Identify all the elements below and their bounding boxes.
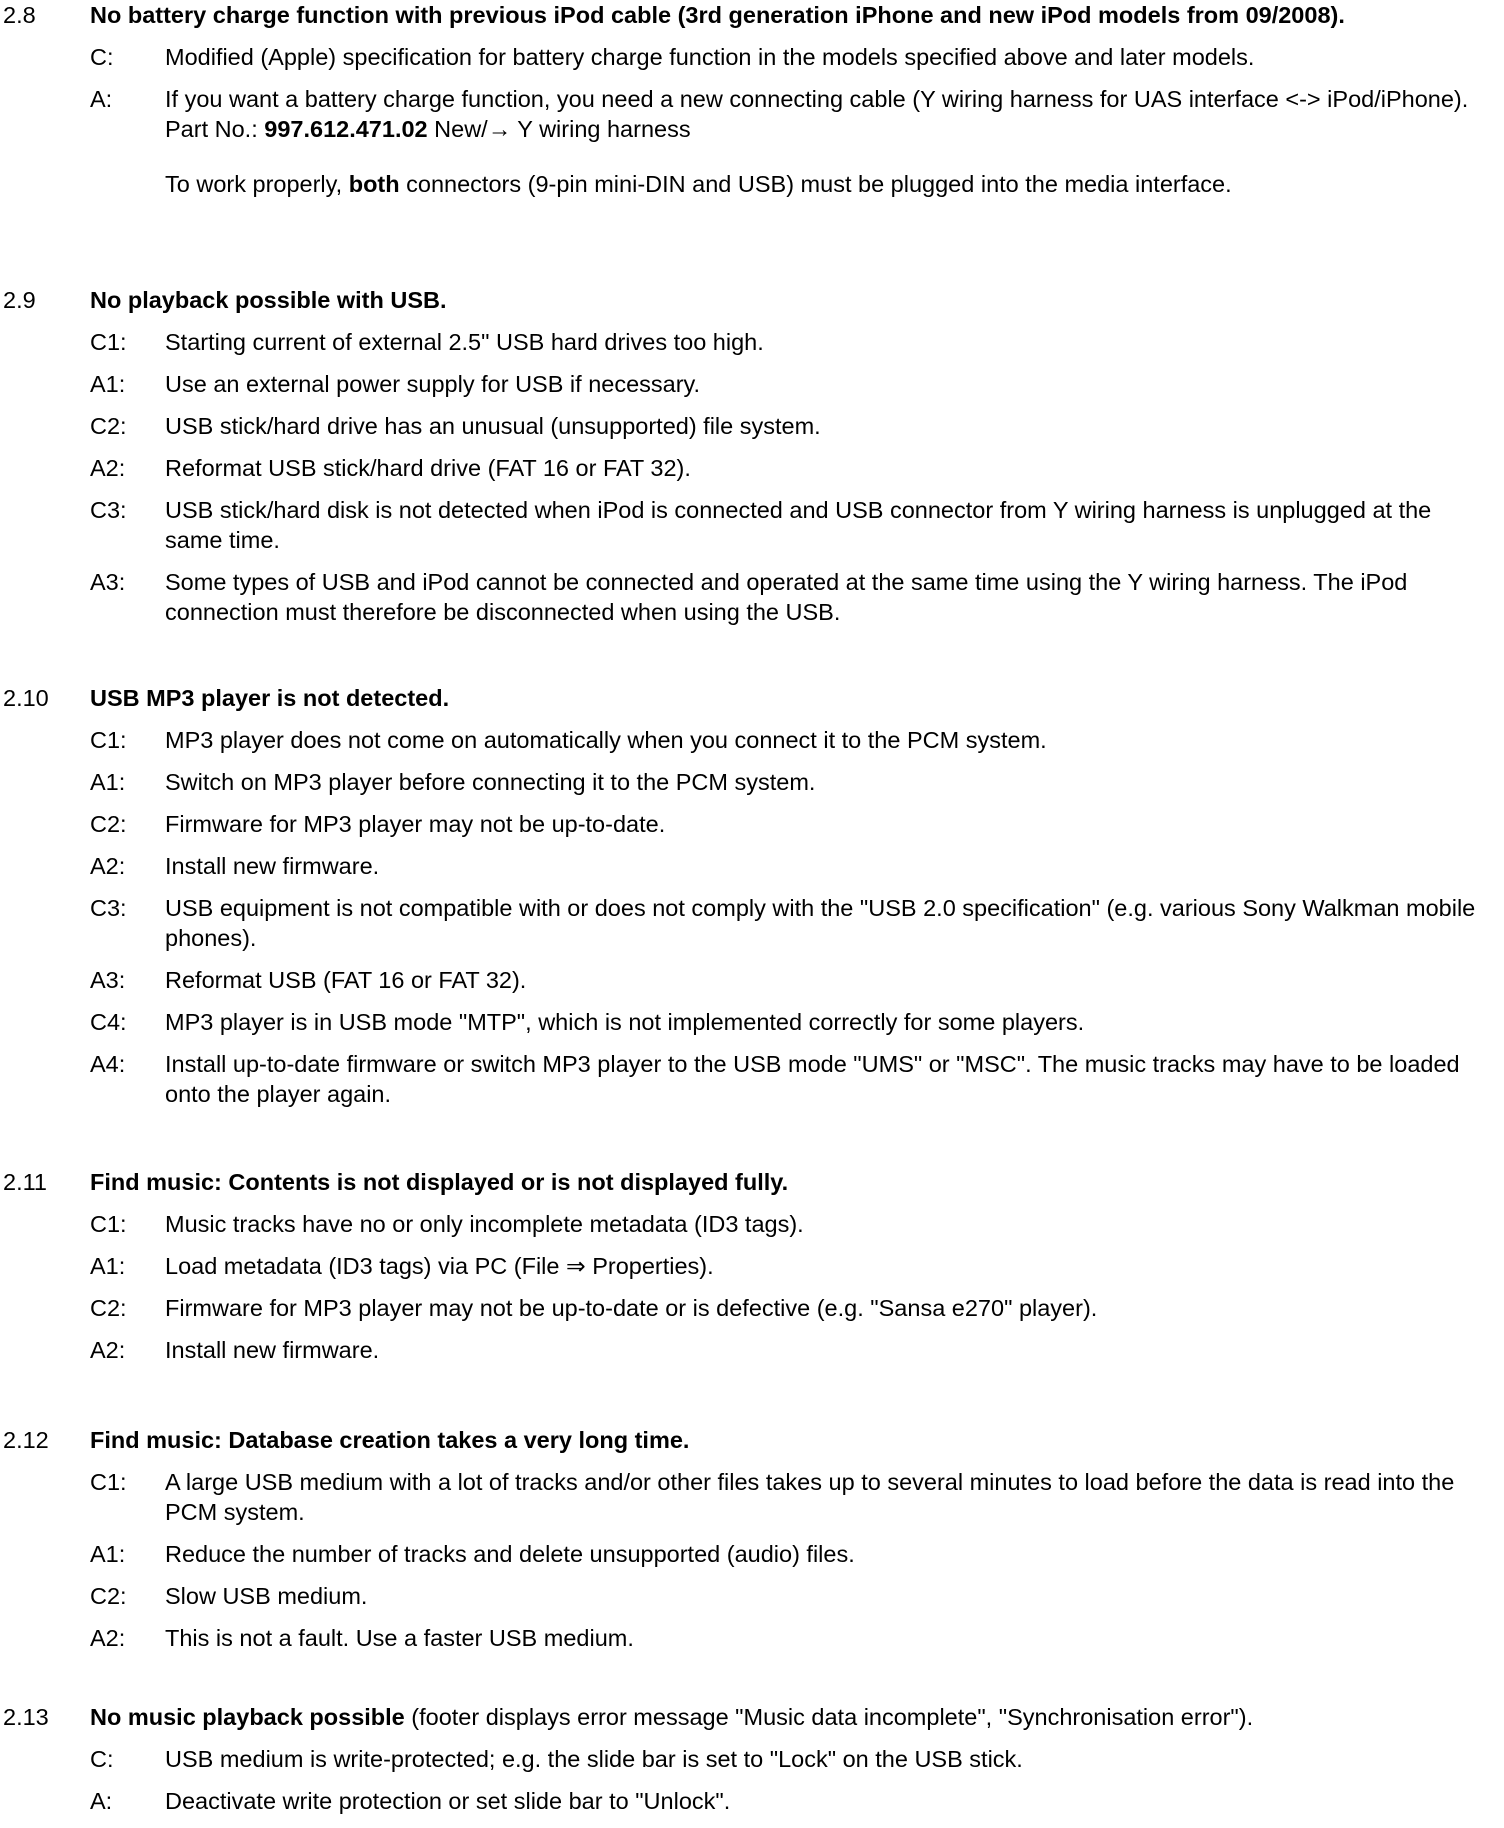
list-item	[0, 327, 1504, 357]
item-text: MP3 player does not come on automatically when you connect it to the PCM system.	[165, 727, 1047, 753]
item-label: C2:	[90, 1295, 127, 1321]
section-title	[90, 1702, 1484, 1732]
section-2-9	[0, 285, 1504, 639]
section-2-12	[0, 1425, 1504, 1665]
section-heading	[0, 1167, 1504, 1209]
item-text: USB stick/hard disk is not detected when iPod is connected and USB connector from Y wiring harness is unplugged at the same time.	[165, 497, 1432, 553]
list-item	[0, 1293, 1504, 1323]
list-item	[0, 1539, 1504, 1569]
item-label: C3:	[90, 497, 127, 523]
section-2-8	[0, 0, 1504, 199]
list-item	[0, 1467, 1504, 1527]
part-number-line	[165, 114, 1504, 144]
item-label: C4:	[90, 1009, 127, 1035]
item-label: C2:	[90, 1583, 127, 1609]
list-item	[0, 1786, 1504, 1816]
section-heading	[0, 285, 1504, 327]
list-item	[0, 1581, 1504, 1611]
note-line	[165, 169, 1504, 199]
item-text: Switch on MP3 player before connecting it to the PCM system.	[165, 769, 816, 795]
item-label: A3:	[90, 967, 126, 993]
note-emphasis: both	[348, 171, 400, 197]
item-text: Modified (Apple) specification for battery charge function in the models specified above and later models.	[165, 44, 1255, 70]
section-heading	[0, 683, 1504, 725]
item-label: A1:	[90, 371, 126, 397]
item-label: A1:	[90, 1541, 126, 1567]
item-text: Reformat USB (FAT 16 or FAT 32).	[165, 967, 527, 993]
item-text: USB stick/hard drive has an unusual (unsupported) file system.	[165, 413, 821, 439]
item-text: Use an external power supply for USB if necessary.	[165, 371, 701, 397]
list-item	[0, 1335, 1504, 1365]
list-item	[0, 767, 1504, 797]
item-label: C:	[90, 44, 114, 70]
item-text: A large USB medium with a lot of tracks and/or other files takes up to several minutes to load before the data is read into the PCM system.	[165, 1469, 1455, 1525]
item-label: A2:	[90, 853, 126, 879]
list-item	[0, 1623, 1504, 1653]
item-label: A:	[90, 86, 113, 112]
item-text: Load metadata (ID3 tags) via PC (File ⇒ Properties).	[165, 1253, 714, 1279]
section-title: Find music: Contents is not displayed or is not displayed fully.	[90, 1169, 789, 1195]
item-text: Music tracks have no or only incomplete metadata (ID3 tags).	[165, 1211, 804, 1237]
section-number: 2.12	[3, 1427, 49, 1453]
section-number: 2.9	[3, 287, 36, 313]
item-label: A2:	[90, 1337, 126, 1363]
section-number: 2.10	[3, 685, 49, 711]
list-item	[0, 495, 1504, 555]
list-item	[0, 1209, 1504, 1239]
list-item	[0, 893, 1504, 953]
section-title: No battery charge function with previous iPod cable (3rd generation iPhone and new iPod models from 09/2008).	[90, 2, 1345, 28]
item-label: A3:	[90, 569, 126, 595]
section-title-bold: No music playback possible	[90, 1704, 405, 1730]
list-item	[0, 567, 1504, 627]
list-item	[0, 1744, 1504, 1774]
item-label: C3:	[90, 895, 127, 921]
item-label: C1:	[90, 1211, 127, 1237]
item-text: This is not a fault. Use a faster USB medium.	[165, 1625, 634, 1651]
section-heading	[0, 1702, 1504, 1744]
list-item	[0, 725, 1504, 755]
item-text: If you want a battery charge function, you need a new connecting cable (Y wiring harness for UAS interface <-> iPod/iPhone).	[165, 86, 1469, 112]
list-item	[0, 42, 1504, 72]
item-label: C:	[90, 1746, 114, 1772]
item-text: Firmware for MP3 player may not be up-to-date.	[165, 811, 666, 837]
section-heading	[0, 0, 1504, 42]
item-text: Reduce the number of tracks and delete unsupported (audio) files.	[165, 1541, 855, 1567]
section-number: 2.8	[3, 2, 36, 28]
item-label: C2:	[90, 811, 127, 837]
item-text: Reformat USB stick/hard drive (FAT 16 or FAT 32).	[165, 455, 691, 481]
item-text: Install new firmware.	[165, 1337, 380, 1363]
note-text: To work properly,	[165, 171, 349, 197]
part-number: 997.612.471.02	[264, 116, 428, 142]
part-suffix: New/→ Y wiring harness	[427, 116, 691, 142]
section-2-10	[0, 683, 1504, 1121]
section-number: 2.11	[3, 1169, 47, 1195]
item-label: A2:	[90, 455, 126, 481]
list-item	[0, 1251, 1504, 1281]
section-2-11	[0, 1167, 1504, 1377]
list-item	[0, 1007, 1504, 1037]
item-text: Starting current of external 2.5" USB hard drives too high.	[165, 329, 764, 355]
list-item	[0, 453, 1504, 483]
part-prefix: Part No.:	[165, 116, 265, 142]
section-2-13	[0, 1702, 1504, 1828]
item-text: Install new firmware.	[165, 853, 380, 879]
item-text: USB medium is write-protected; e.g. the slide bar is set to "Lock" on the USB stick.	[165, 1746, 1023, 1772]
section-title-rest: (footer displays error message "Music data incomplete", "Synchronisation error").	[404, 1704, 1254, 1730]
item-text: Some types of USB and iPod cannot be connected and operated at the same time using the Y wiring harness. The iPod connection must therefore be disconnected when using the USB.	[165, 569, 1408, 625]
list-item	[0, 369, 1504, 399]
item-label: A1:	[90, 769, 126, 795]
item-text: Install up-to-date firmware or switch MP3 player to the USB mode "UMS" or "MSC". The music tracks may have to be loaded onto the player again.	[165, 1051, 1460, 1107]
item-label: C2:	[90, 413, 127, 439]
note-text: connectors (9-pin mini-DIN and USB) must be plugged into the media interface.	[399, 171, 1232, 197]
section-number: 2.13	[3, 1704, 49, 1730]
item-label: C1:	[90, 329, 127, 355]
item-text: Deactivate write protection or set slide bar to "Unlock".	[165, 1788, 731, 1814]
item-text: MP3 player is in USB mode "MTP", which is not implemented correctly for some players.	[165, 1009, 1085, 1035]
item-label: C1:	[90, 727, 127, 753]
item-label: C1:	[90, 1469, 127, 1495]
list-item	[0, 84, 1504, 114]
section-title: USB MP3 player is not detected.	[90, 685, 450, 711]
item-text: Slow USB medium.	[165, 1583, 368, 1609]
list-item	[0, 411, 1504, 441]
item-text: Firmware for MP3 player may not be up-to-date or is defective (e.g. "Sansa e270" player).	[165, 1295, 1098, 1321]
section-heading	[0, 1425, 1504, 1467]
section-title: No playback possible with USB.	[90, 287, 447, 313]
list-item	[0, 1049, 1504, 1109]
list-item	[0, 809, 1504, 839]
section-title: Find music: Database creation takes a very long time.	[90, 1427, 690, 1453]
item-label: A:	[90, 1788, 113, 1814]
list-item	[0, 851, 1504, 881]
item-text: USB equipment is not compatible with or does not comply with the "USB 2.0 specification" (e.g. various Sony Walkman mobile phones).	[165, 895, 1476, 951]
item-label: A1:	[90, 1253, 126, 1279]
list-item	[0, 965, 1504, 995]
item-label: A4:	[90, 1051, 126, 1077]
item-label: A2:	[90, 1625, 126, 1651]
